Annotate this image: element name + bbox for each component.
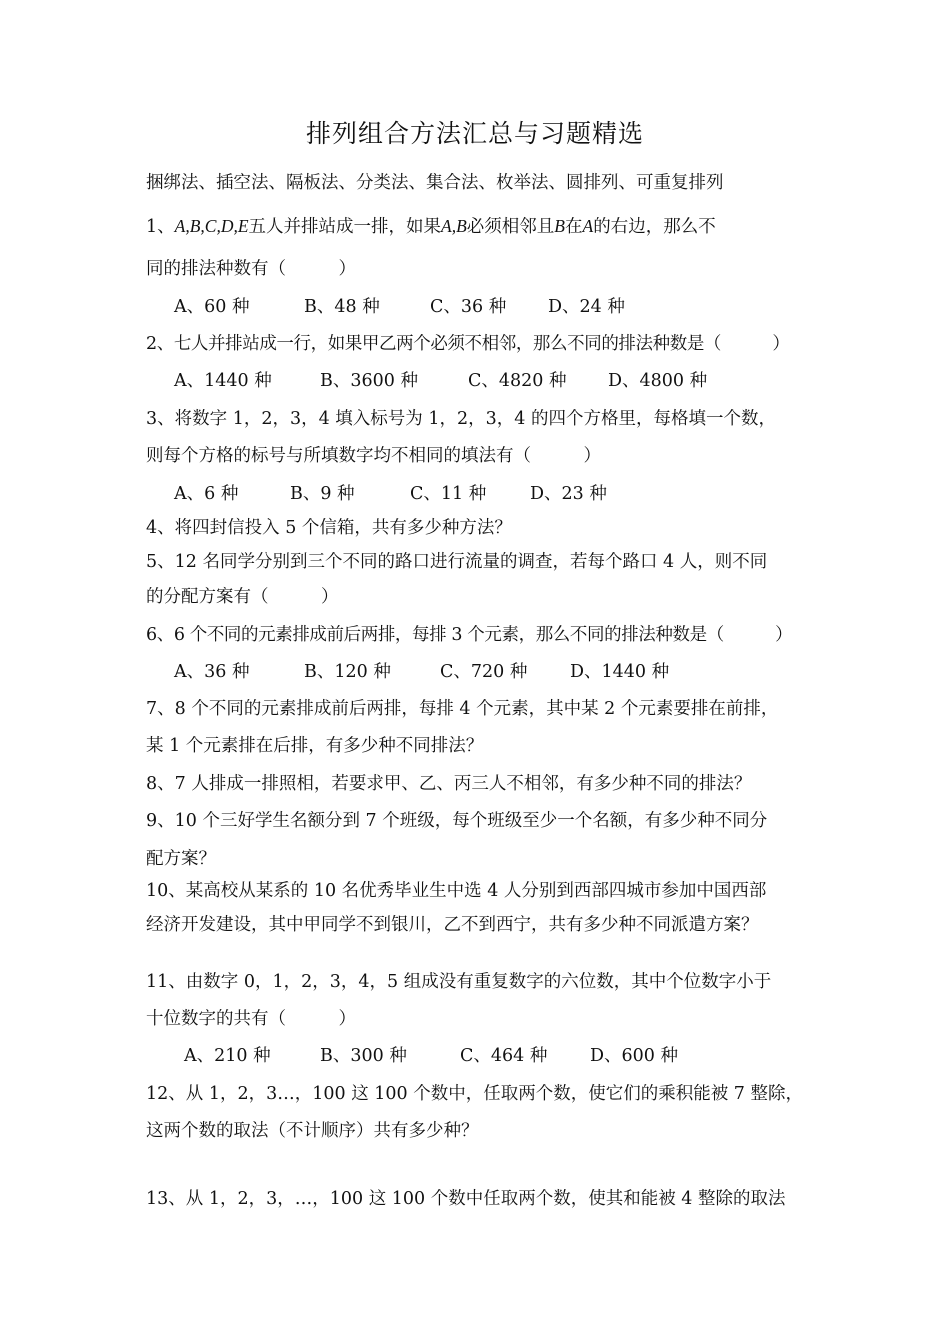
q11-option-b: B、300 种 bbox=[320, 1046, 407, 1066]
q1-option-d: D、24 种 bbox=[548, 297, 625, 317]
q1-option-c: C、36 种 bbox=[430, 297, 507, 317]
question-9-line-2: 配方案？ bbox=[146, 849, 216, 869]
question-12-line-1: 12、从 1，2，3…，100 这 100 个数中，任取两个数，使它们的乘积能被 7 整除， bbox=[146, 1084, 803, 1104]
q6-option-a: A、36 种 bbox=[174, 662, 250, 682]
question-11-line-1: 11、由数字 0，1，2，3，4，5 组成没有重复数字的六位数，其中个位数字小于 bbox=[146, 972, 772, 992]
q1-text-e: 的右边，那么不 bbox=[593, 217, 716, 237]
question-1-line-2: 同的排法种数有（ ） bbox=[146, 259, 356, 279]
q1-vars: A,B,C,D,E bbox=[174, 216, 249, 236]
question-7-line-1: 7、8 个不同的元素排成前后两排，每排 4 个元素，其中某 2 个元素要排在前排， bbox=[146, 699, 779, 719]
q11-option-a: A、210 种 bbox=[184, 1046, 271, 1066]
question-11-line-2: 十位数字的共有（ ） bbox=[146, 1009, 356, 1029]
q6-option-d: D、1440 种 bbox=[570, 662, 670, 682]
question-9-line-1: 9、10 个三好学生名额分到 7 个班级，每个班级至少一个名额，有多少种不同分 bbox=[146, 811, 768, 831]
q2-option-b: B、3600 种 bbox=[320, 371, 418, 391]
q1-A: A bbox=[582, 216, 594, 236]
question-13-line-1: 13、从 1，2，3，…，100 这 100 个数中任取两个数，使其和能被 4 整除的取法 bbox=[146, 1189, 786, 1209]
q1-option-a: A、60 种 bbox=[174, 297, 250, 317]
question-12-line-2: 这两个数的取法（不计顺序）共有多少种？ bbox=[146, 1121, 479, 1141]
q1-B: B bbox=[554, 216, 565, 236]
q1-text-b: 五人并排站成一排，如果 bbox=[248, 217, 442, 237]
q6-option-c: C、720 种 bbox=[440, 662, 528, 682]
q11-option-c: C、464 种 bbox=[460, 1046, 548, 1066]
question-10-line-2: 经济开发建设，其中甲同学不到银川，乙不到西宁，共有多少种不同派遣方案？ bbox=[146, 915, 759, 935]
question-2-line-1: 2、七人并排站成一行，如果甲乙两个必须不相邻，那么不同的排法种数是（ ） bbox=[146, 334, 790, 354]
q3-option-a: A、6 种 bbox=[174, 484, 239, 504]
question-4-line-1: 4、将四封信投入 5 个信箱，共有多少种方法？ bbox=[146, 518, 512, 538]
q1-ab: A,B bbox=[441, 216, 467, 236]
question-1-line-1 bbox=[146, 213, 716, 240]
q2-option-a: A、1440 种 bbox=[174, 371, 272, 391]
question-3-line-2: 则每个方格的标号与所填数字均不相同的填法有（ ） bbox=[146, 446, 601, 466]
question-6-line-1: 6、6 个不同的元素排成前后两排，每排 3 个元素，那么不同的排法种数是（ ） bbox=[146, 625, 793, 645]
method-list: 捆绑法、插空法、隔板法、分类法、集合法、枚举法、圆排列、可重复排列 bbox=[146, 173, 724, 193]
question-8-line-1: 8、7 人排成一排照相，若要求甲、乙、丙三人不相邻，有多少种不同的排法？ bbox=[146, 774, 752, 794]
question-3-line-1: 3、将数字 1，2，3，4 填入标号为 1，2，3，4 的四个方格里，每格填一个数， bbox=[146, 409, 776, 429]
q2-option-c: C、4820 种 bbox=[468, 371, 567, 391]
q1-option-b: B、48 种 bbox=[304, 297, 380, 317]
q1-text-d: 在 bbox=[565, 217, 583, 237]
q3-option-b: B、9 种 bbox=[290, 484, 355, 504]
question-5-line-1: 5、12 名同学分别到三个不同的路口进行流量的调查，若每个路口 4 人，则不同 bbox=[146, 552, 768, 572]
q1-text-c: 必须相邻且 bbox=[466, 217, 555, 237]
q6-option-b: B、120 种 bbox=[304, 662, 391, 682]
q2-option-d: D、4800 种 bbox=[608, 371, 708, 391]
q1-number: 1、 bbox=[146, 217, 175, 237]
question-5-line-2: 的分配方案有（ ） bbox=[146, 587, 339, 607]
q11-option-d: D、600 种 bbox=[590, 1046, 678, 1066]
page-title: 排列组合方法汇总与习题精选 bbox=[305, 119, 644, 148]
q3-option-c: C、11 种 bbox=[410, 484, 487, 504]
question-7-line-2: 某 1 个元素排在后排，有多少种不同排法？ bbox=[146, 736, 484, 756]
question-10-line-1: 10、某高校从某系的 10 名优秀毕业生中选 4 人分别到西部四城市参加中国西部 bbox=[146, 881, 767, 901]
q3-option-d: D、23 种 bbox=[530, 484, 607, 504]
